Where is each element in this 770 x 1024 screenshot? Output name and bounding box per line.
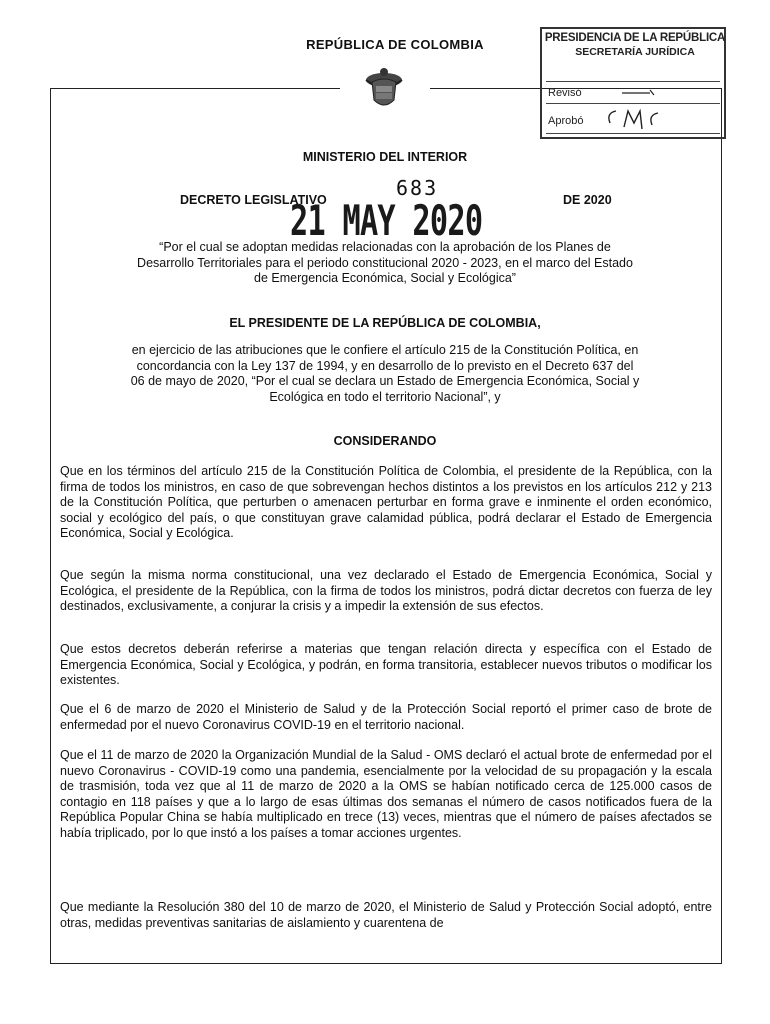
- paragraph: Que en los términos del artículo 215 de la Constitución Política de Colombia, el presidente de la República, con la firma de todos los ministros, en caso de que sobrevengan hechos distintos a los previstos en los artículos 212 y 213 de la Constitución Política, que perturben o amenacen perturbar en forma grave e inminente el orden económico, social y ecológico del país, o que constituyan grave calamidad pública, podrá declarar el Estado de Emergencia Económica, Social y Ecológica.: [60, 464, 712, 540]
- stamp-divider: [546, 81, 720, 82]
- stamp-reviewed-label: Revisó: [548, 87, 582, 99]
- intro-block: [60, 343, 710, 405]
- president-heading: EL PRESIDENTE DE LA REPÚBLICA DE COLOMBIA,: [229, 316, 541, 330]
- date-stamp: 21 MAY 2020: [290, 196, 483, 245]
- considerando-heading: CONSIDERANDO: [333, 434, 437, 448]
- stamp-divider: [546, 103, 720, 104]
- decree-label: DECRETO LEGISLATIVO: [180, 193, 327, 207]
- approved-initials-signature: [604, 107, 690, 133]
- decree-title-line: de Emergencia Económica, Social y Ecológica”: [254, 271, 516, 285]
- decree-title-line: Desarrollo Territoriales para el periodo constitucional 2020 - 2023, en el marco del Estado: [137, 255, 633, 270]
- stamp-approved-label: Aprobó: [548, 115, 584, 127]
- decree-title-line: “Por el cual se adoptan medidas relacionadas con la aprobación de los Planes de: [159, 240, 611, 254]
- paragraph: Que el 11 de marzo de 2020 la Organización Mundial de la Salud - OMS declaró el actual brote de enfermedad por el nuevo Coronavirus - COVID-19 como una pandemia, esencialmente por la velocidad de su propagación y la escala de trasmisión, toda vez que al 11 de marzo de 2020 a la OMS se habían notificado cerca de 125.000 casos de contagio en 118 países y que a lo largo de esas últimas dos semanas el número de casos notificados fuera de la República Popular China se había multiplicado en trece (13) veces, mientras que el número de países afectados se había triplicado, por lo que instó a los países a tomar acciones urgentes.: [60, 748, 712, 840]
- coat-of-arms-icon: [362, 66, 406, 114]
- decree-year: DE 2020: [563, 193, 612, 207]
- intro-line: 06 de mayo de 2020, “Por el cual se declara un Estado de Emergencia Económica, Social y: [130, 374, 640, 388]
- stamp-divider: [546, 133, 720, 134]
- decree-title: [76, 240, 694, 287]
- decree-number: 683: [396, 176, 439, 200]
- review-stamp: [540, 27, 726, 139]
- paragraph: Que estos decretos deberán referirse a materias que tengan relación directa y específica con el Estado de Emergencia Económica, Social y Ecológica, y podrán, en forma transitoria, establecer nuevos tributos o modificar los existentes.: [60, 642, 712, 687]
- paragraph: Que mediante la Resolución 380 del 10 de marzo de 2020, el Ministerio de Salud y Protección Social adoptó, entre otras, medidas preventivas sanitarias de aislamiento y cuarentena de: [60, 900, 712, 930]
- reviewed-initials-signature: [620, 87, 660, 99]
- paragraph: Que según la misma norma constitucional, una vez declarado el Estado de Emergencia Económica, Social y Ecológica, el presidente de la República, con la firma de todos los ministros, podrá dictar decretos con fuerza de ley destinados, exclusivamente, a conjurar la crisis y a impedir la extensión de sus efectos.: [60, 568, 712, 613]
- ministry-name: MINISTERIO DEL INTERIOR: [302, 150, 468, 164]
- stamp-subtitle: SECRETARÍA JURÍDICA: [575, 46, 695, 58]
- intro-line: en ejercicio de las atribuciones que le confiere el artículo 215 de la Constitución Política, en: [131, 343, 639, 357]
- intro-line: concordancia con la Ley 137 de 1994, y en desarrollo de lo previsto en el Decreto 637 del: [136, 358, 634, 373]
- header-country: REPÚBLICA DE COLOMBIA: [306, 37, 484, 52]
- paragraph: Que el 6 de marzo de 2020 el Ministerio de Salud y de la Protección Social reportó el primer caso de brote de enfermedad por el nuevo Coronavirus COVID-19 en el territorio nacional.: [60, 702, 712, 732]
- intro-line: Ecológica en todo el territorio Nacional”, y: [269, 389, 501, 404]
- stamp-title: PRESIDENCIA DE LA REPÚBLICA: [544, 32, 726, 44]
